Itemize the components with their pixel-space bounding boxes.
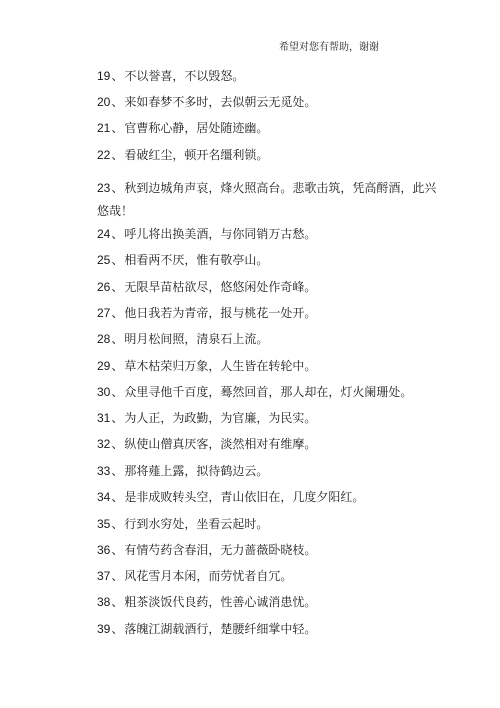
item-separator: 、 [111, 253, 124, 267]
list-item [97, 303, 316, 323]
item-text: 无限旱苗枯欲尽，悠悠闲处作奇峰。 [124, 280, 317, 294]
item-number: 30 [97, 385, 111, 399]
list-item [97, 487, 364, 507]
item-separator: 、 [111, 595, 124, 609]
item-number: 31 [97, 411, 111, 425]
item-text: 呼儿将出换美酒，与你同销万古愁。 [124, 227, 317, 241]
list-item [97, 540, 316, 560]
item-number: 27 [97, 306, 111, 320]
item-number: 21 [97, 121, 111, 135]
item-number: 33 [97, 464, 111, 478]
item-number: 26 [97, 280, 111, 294]
list-item [97, 118, 268, 138]
item-text: 相看两不厌，惟有敬亭山。 [124, 253, 269, 267]
item-number: 28 [97, 332, 111, 346]
item-text: 草木枯荣归万象，人生皆在转轮中。 [124, 359, 317, 373]
item-separator: 、 [111, 148, 124, 162]
item-text: 那将薤上露，拟待鹤边云。 [124, 464, 269, 478]
item-number: 32 [97, 437, 111, 451]
item-separator: 、 [111, 306, 124, 320]
item-text: 官曹称心静，居处随迹幽。 [124, 121, 269, 135]
item-number: 34 [97, 490, 111, 504]
item-text: 众里寻他千百度，蓦然回首，那人却在，灯火阑珊处。 [124, 385, 413, 399]
item-number: 29 [97, 359, 111, 373]
item-text: 行到水穷处，坐看云起时。 [124, 517, 269, 531]
list-item [97, 592, 316, 612]
item-text: 风花雪月本闲，而劳忧者自冗。 [124, 569, 293, 583]
item-separator: 、 [111, 69, 124, 83]
list-item [97, 66, 244, 86]
item-separator: 、 [111, 121, 124, 135]
item-separator: 、 [111, 622, 124, 636]
item-number: 20 [97, 95, 111, 109]
item-number: 25 [97, 253, 111, 267]
item-separator: 、 [111, 411, 124, 425]
item-number: 22 [97, 148, 111, 162]
list-item [97, 250, 268, 270]
item-separator: 、 [111, 437, 124, 451]
item-text: 纵使山僧真厌客，淡然相对有维摩。 [124, 437, 317, 451]
item-separator: 、 [111, 490, 124, 504]
item-separator: 、 [111, 569, 124, 583]
item-number: 37 [97, 569, 111, 583]
item-number: 38 [97, 595, 111, 609]
item-text: 为人正，为政勤，为官廉，为民实。 [124, 411, 317, 425]
item-number: 39 [97, 622, 111, 636]
list-item [97, 92, 316, 112]
list-item [97, 408, 316, 428]
list-item [97, 434, 316, 454]
item-text: 来如春梦不多时，去似朝云无觅处。 [124, 95, 317, 109]
item-separator: 、 [111, 385, 124, 399]
list-item [97, 566, 292, 586]
list-item [97, 329, 268, 349]
item-separator: 、 [111, 543, 124, 557]
item-text: 秋到边城角声哀，烽火照高台。悲歌击筑，凭高酹酒，此兴悠哉！ [97, 181, 437, 218]
item-number: 24 [97, 227, 111, 241]
item-separator: 、 [111, 359, 124, 373]
item-text: 明月松间照，清泉石上流。 [124, 332, 269, 346]
item-text: 他日我若为青帝，报与桃花一处开。 [124, 306, 317, 320]
list-item [97, 145, 268, 165]
item-separator: 、 [111, 280, 124, 294]
item-separator: 、 [111, 95, 124, 109]
item-number: 35 [97, 517, 111, 531]
item-text: 不以誉喜，不以毁怒。 [124, 69, 245, 83]
list-item [97, 619, 316, 639]
header-note: 希望对您有帮助，谢谢 [279, 42, 379, 53]
item-text: 落魄江湖载酒行，楚腰纤细掌中轻。 [124, 622, 317, 636]
item-separator: 、 [111, 181, 124, 195]
list-item [97, 514, 268, 534]
item-text: 是非成败转头空，青山依旧在，几度夕阳红。 [124, 490, 365, 504]
list-item [97, 224, 316, 244]
item-text: 粗茶淡饭代良药，性善心诚消患忧。 [124, 595, 317, 609]
item-separator: 、 [111, 517, 124, 531]
list-item [97, 461, 268, 481]
list-item [97, 277, 316, 297]
item-text: 有情芍药含春泪，无力蔷薇卧晓枝。 [124, 543, 317, 557]
item-number: 36 [97, 543, 111, 557]
item-separator: 、 [111, 227, 124, 241]
item-separator: 、 [111, 464, 124, 478]
list-item [97, 382, 412, 402]
item-separator: 、 [111, 332, 124, 346]
item-text: 看破红尘，顿开名缰利锁。 [124, 148, 269, 162]
list-item [97, 356, 316, 376]
list-item [97, 177, 437, 223]
item-number: 19 [97, 69, 111, 83]
item-number: 23 [97, 181, 111, 195]
